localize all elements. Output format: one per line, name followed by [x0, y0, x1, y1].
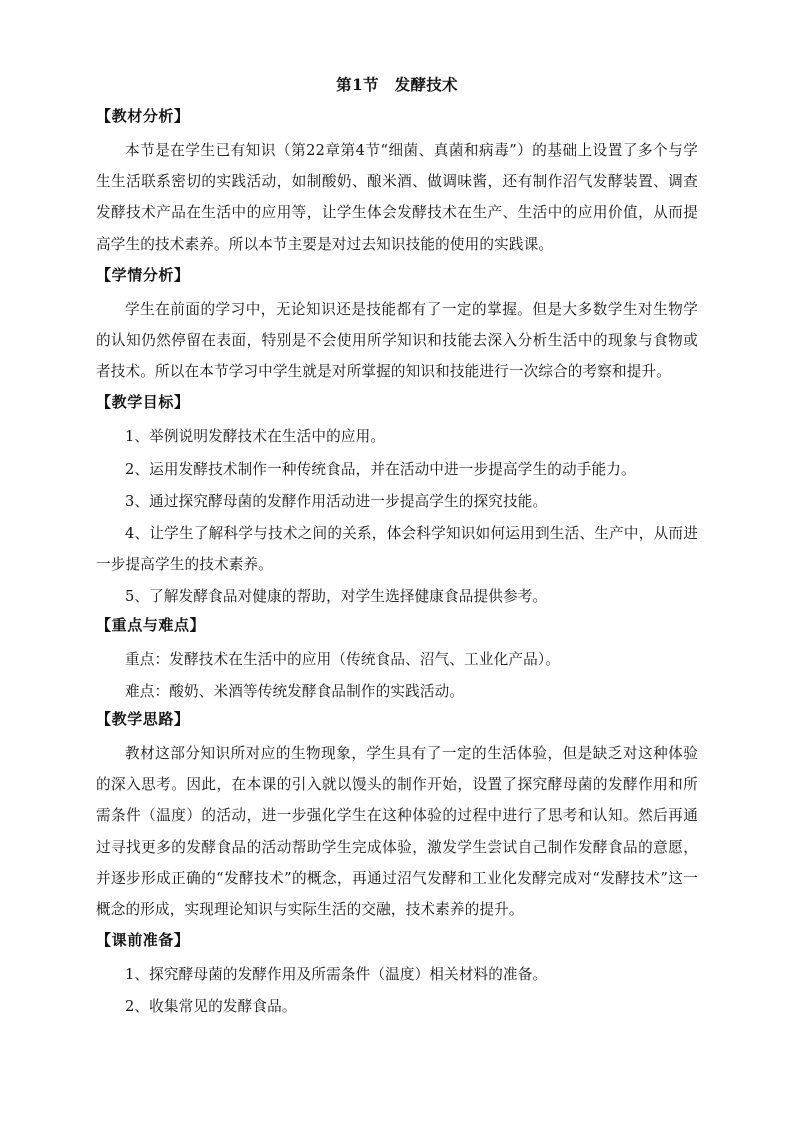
- textbook-analysis-paragraph: 本节是在学生已有知识（第22章第4节“细菌、真菌和病毒”）的基础上设置了多个与学生生活联系密切的实践活动，如制酸奶、酿米酒、做调味酱，还有制作沼气发酵装置、调查发酵技术产品在生活中的应用等，让学生体会发酵技术在生产、生活中的应用价值，从而提高学生的技术素养。所以本节主要是对过去知识技能的使用的实践课。: [96, 142, 698, 253]
- objective-item: 2、运用发酵技术制作一种传统食品，并在活动中进一步提高学生的动手能力。: [125, 460, 636, 478]
- section-heading-student-analysis: 【学情分析】: [96, 265, 190, 284]
- document-title: 第1节 发酵技术: [336, 75, 458, 94]
- objective-item: 4、让学生了解科学与技术之间的关系，体会科学知识如何运用到生活、生产中，从而进一步提高学生的技术素养。: [96, 525, 698, 574]
- objective-item: 1、举例说明发酵技术在生活中的应用。: [125, 428, 386, 446]
- difficulty-item: 难点：酸奶、米酒等传统发酵食品制作的实践活动。: [125, 682, 465, 700]
- section-heading-key-points: 【重点与难点】: [96, 615, 206, 634]
- section-heading-teaching-approach: 【教学思路】: [96, 710, 190, 729]
- section-heading-preparation: 【课前准备】: [96, 931, 190, 950]
- preparation-item: 1、探究酵母菌的发酵作用及所需条件（温度）相关材料的准备。: [125, 966, 548, 984]
- section-heading-textbook-analysis: 【教材分析】: [96, 107, 190, 125]
- section-heading-teaching-objectives: 【教学目标】: [96, 393, 190, 412]
- preparation-item: 2、收集常见的发酵食品。: [125, 998, 297, 1016]
- student-analysis-paragraph: 学生在前面的学习中，无论知识还是技能都有了一定的掌握。但是大多数学生对生物学的认知仍然停留在表面，特别是不会使用所学知识和技能去深入分析生活中的现象与食物或者技术。所以在本节学习中学生就是对所掌握的知识和技能进行一次综合的考察和提升。: [96, 300, 698, 381]
- objective-item: 3、通过探究酵母菌的发酵作用活动进一步提高学生的探究技能。: [125, 492, 548, 510]
- objective-item: 5、了解发酵食品对健康的帮助，对学生选择健康食品提供参考。: [125, 588, 548, 606]
- teaching-approach-paragraph: 教材这部分知识所对应的生物现象，学生具有了一定的生活体验，但是缺乏对这种体验的深入思考。因此，在本课的引入就以馒头的制作开始，设置了探究酵母菌的发酵作用和所需条件（温度）的活动，进一步强化学生在这种体验的过程中进行了思考和认知。然后再通过寻找更多的发酵食品的活动帮助学生完成体验，激发学生尝试自己制作发酵食品的意愿，并逐步形成正确的“发酵技术”的概念，再通过沼气发酵和工业化发酵完成对“发酵技术”这一概念的形成，实现理论知识与实际生活的交融，技术素养的提升。: [96, 745, 698, 919]
- key-point-item: 重点：发酵技术在生活中的应用（传统食品、沼气、工业化产品）。: [125, 650, 561, 668]
